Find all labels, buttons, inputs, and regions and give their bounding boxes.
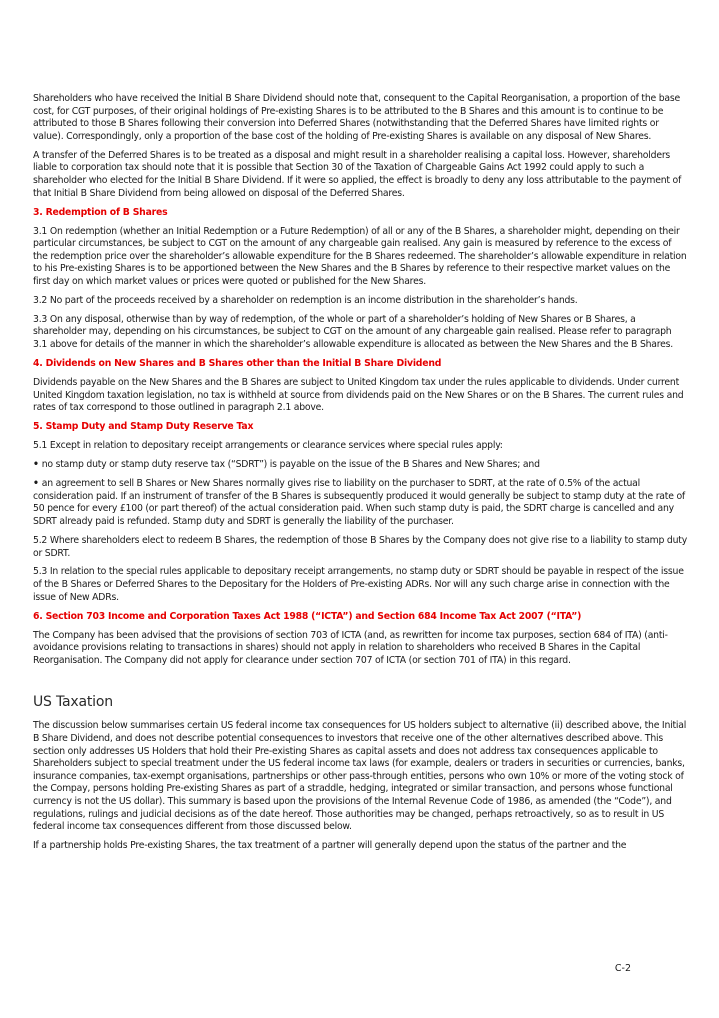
paragraph: A transfer of the Deferred Shares is to be treated as a disposal and might result in a shareholder realising a capital loss. However, shareholders liable to corporation tax should note that it is possible that Section 30 of the Taxation of Chargeable Gains Act 1992 could apply to such a shareholder who elected for the Initial B Share Dividend. If it were so applied, the effect is broadly to deny any loss attributable to the payment of that Initial B Share Dividend from being allowed on disposal of the Deferred Shares.: [33, 149, 682, 199]
paragraph: Shareholders who have received the Initial B Share Dividend should note that, consequent to the Capital Reorganisation, a proportion of the base cost, for CGT purposes, of their original holdings of Pre-existing Shares is to be attributed to the B Shares and this amount is to continue to be attributed to those B Shares following their conversion into Deferred Shares (notwithstanding that the Deferred Shares have limited rights or value). Correspondingly, only a proportion of the base cost of the holding of Pre-existing Shares is available on any disposal of New Shares.: [33, 93, 681, 142]
bullet-item: • an agreement to sell B Shares or New Shares normally gives rise to liability on the purchaser to SDRT, at the rate of 0.5% of the actual consideration paid. If an instrument of transfer of the B Shares is subsequently produced it would generally be subject to stamp duty at the rate of 50 pence for every £100 (or part thereof) of the actual consideration paid. When such stamp duty is paid, the SDRT charge is cancelled and any SDRT already paid is refunded. Stamp duty and SDRT is generally the liability of the purchaser.: [33, 478, 688, 528]
paragraph: 3.1 On redemption (whether an Initial Redemption or a Future Redemption) of all or any of the B Shares, a shareholder might, depending on their particular circumstances, be subject to CGT on the amount of any chargeable gain realised. Any gain is measured by reference to the excess of the redemption price over the shareholder’s allowable expenditure for the B Shares redeemed. The shareholder’s allowable expenditure in relation to his Pre-existing Shares is to be apportioned between the New Shares and the B Shares by reference to their respective market values on the first day on which market values or prices were quoted or published for the New Shares.: [33, 225, 687, 287]
paragraph: 5.3 In relation to the special rules applicable to depositary receipt arrangements, no stamp duty or SDRT should be payable in respect of the issue of the B Shares or Deferred Shares to the Depositary for the Holders of Pre-existing ADRs. Nor will any such charge arise in connection with the issue of New ADRs.: [33, 566, 684, 603]
bullet-item: • no stamp duty or stamp duty reserve tax (“SDRT”) is payable on the issue of the B Shares and New Shares; and: [33, 459, 688, 472]
paragraph: If a partnership holds Pre-existing Shares, the tax treatment of a partner will generally depend upon the status of the partner and the: [33, 840, 627, 852]
paragraph: The discussion below summarises certain US federal income tax consequences for US holders subject to alternative (ii) described above, the Initial B Share Dividend, and does not describe potential consequences to investors that receive one of the other alternatives described above. This section only addresses US Holders that hold their Pre-existing Shares as capital assets and does not address tax consequences applicable to Shareholders subject to special treatment under the US federal income tax laws (for example, dealers or traders in securities or currencies, banks, insurance companies, tax-exempt organisations, partnerships or other pass-through entities, persons who own 10% or more of the voting stock of the Compay, persons holding Pre-existing Shares as part of a straddle, hedging, integrated or similar transaction, and persons whose functional currency is not the US dollar). This summary is based upon the provisions of the Internal Revenue Code of 1986, as amended (the “Code”), and regulations, rulings and judicial decisions as of the date hereof. Those authorities may be changed, perhaps retroactively, so as to result in US federal income tax consequences different from those discussed below.: [33, 720, 687, 833]
paragraph: 5.2 Where shareholders elect to redeem B Shares, the redemption of those B Shares by the Company does not give rise to a liability to stamp duty or SDRT.: [33, 534, 687, 559]
section-heading-redemption: 3. Redemption of B Shares: [33, 206, 168, 218]
paragraph: 3.2 No part of the proceeds received by a shareholder on redemption is an income distribution in the shareholder’s hands.: [33, 294, 578, 306]
section-heading-stamp-duty: 5. Stamp Duty and Stamp Duty Reserve Tax: [33, 421, 254, 433]
document-body: [33, 93, 688, 859]
section-heading-section-703: 6. Section 703 Income and Corporation Taxes Act 1988 (“ICTA”) and Section 684 Income Tax Act 2007 (“ITA”): [33, 610, 582, 622]
page-number: C-2: [614, 963, 631, 974]
paragraph: The Company has been advised that the provisions of section 703 of ICTA (and, as rewritten for income tax purposes, section 684 of ITA) (anti-avoidance provisions relating to transactions in shares) should not apply in relation to shareholders who received B Shares in the Capital Reorganisation. The Company did not apply for clearance under section 707 of ICTA (or section 701 of ITA) in this regard.: [33, 629, 668, 666]
section-title-us-taxation: US Taxation: [33, 694, 113, 711]
paragraph: Dividends payable on the New Shares and the B Shares are subject to United Kingdom tax under the rules applicable to dividends. Under current United Kingdom taxation legislation, no tax is withheld at source from dividends paid on the New Shares or on the B Shares. The current rules and rates of tax correspond to those outlined in paragraph 2.1 above.: [33, 377, 684, 414]
paragraph: 3.3 On any disposal, otherwise than by way of redemption, of the whole or part of a shareholder’s holding of New Shares or B Shares, a shareholder may, depending on his circumstances, be subject to CGT on the amount of any chargeable gain realised. Please refer to paragraph 3.1 above for details of the manner in which the shareholder’s allowable expenditure is allocated as between the New Shares and the B Shares.: [33, 313, 674, 351]
section-heading-dividends: 4. Dividends on New Shares and B Shares other than the Initial B Share Dividend: [33, 358, 442, 370]
paragraph: 5.1 Except in relation to depositary receipt arrangements or clearance services where special rules apply:: [33, 440, 503, 452]
